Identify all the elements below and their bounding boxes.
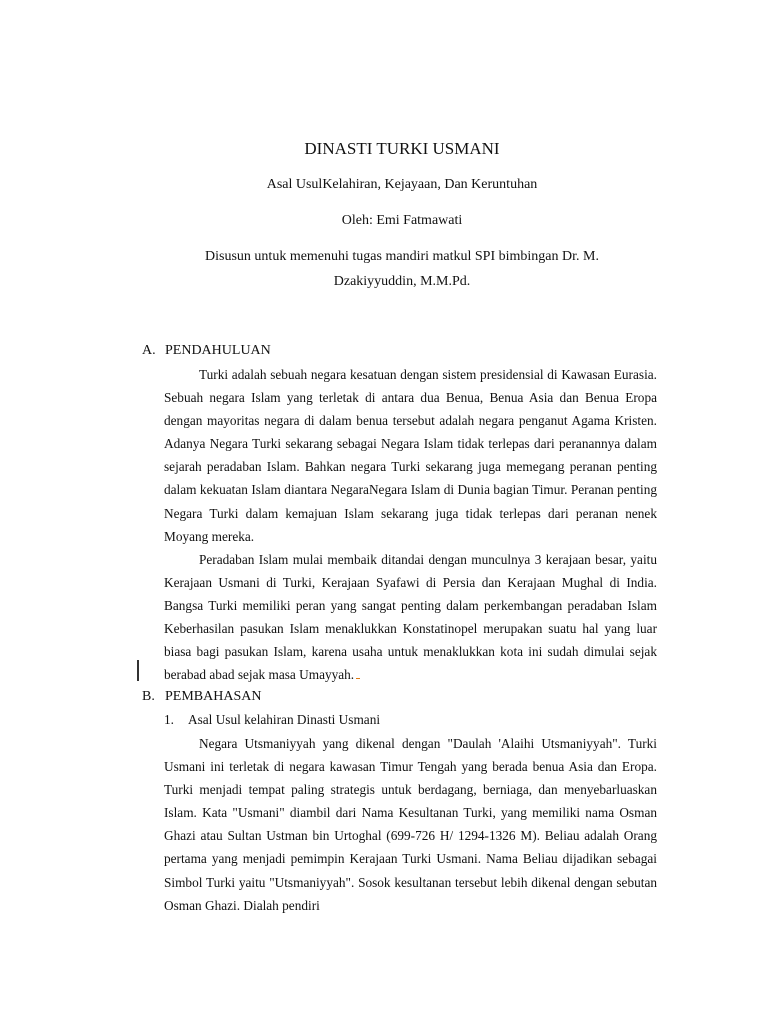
document-title: DINASTI TURKI USMANI bbox=[304, 139, 500, 158]
document-purpose bbox=[140, 244, 664, 294]
section-a-heading bbox=[142, 342, 271, 360]
section-a-title: PENDAHULUAN bbox=[165, 343, 271, 358]
section-b-body bbox=[164, 732, 657, 917]
section-a-body bbox=[164, 363, 657, 686]
revision-mark bbox=[356, 668, 360, 679]
purpose-line-2: Dzakiyyuddin, M.M.Pd. bbox=[333, 274, 471, 289]
section-b-letter: B. bbox=[142, 689, 155, 704]
section-a-paragraph-1: Turki adalah sebuah negara kesatuan dengan sistem presidensial di Kawasan Eurasia. Sebuah negara Islam yang terletak di antara dua Benua, Benua Asia dan Benua Eropa dengan mayoritas negara di dalam benua tersebut adalah negara penganut Agama Kristen. Adanya Negara Turki sekarang sebagai Negara Islam tidak terlepas dari peranannya dalam sejarah peradaban Islam. Bahkan negara Turki sekarang juga memegang peranan penting dalam kekuatan Islam diantara NegaraNegara Islam di Dunia bagian Timur. Peranan penting Negara Turki dalam kemajuan Islam sekarang juga tidak terlepas dari peranan nenek Moyang mereka. bbox=[164, 367, 657, 544]
section-b-heading bbox=[142, 688, 261, 706]
subsection-1-heading bbox=[164, 711, 380, 729]
section-b-paragraph-1: Negara Utsmaniyyah yang dikenal dengan "Daulah 'Alaihi Utsmaniyyah". Turki Usmani ini terletak di negara kawasan Timur Tengah yang berada benua Asia dan Eropa. Turki menjadi tempat paling strategis untuk berdagang, berniaga, dan menyebarluaskan Islam. Kata "Usmani" diambil dari Nama Kesultanan Turki, yang memiliki nama Osman Ghazi atau Sultan Ustman bin Urtoghal (699-726 H/ 1294-1326 M). Beliau adalah Orang pertama yang menjadi pemimpin Kerajaan Turki Usmani. Nama Beliau dijadikan sebagai Simbol Turki yaitu "Utsmaniyyah". Sosok kesultanan tersebut lebih dikenal dengan sebutan Osman Ghazi. Dialah pendiri bbox=[164, 736, 657, 913]
subsection-1-number: 1. bbox=[164, 712, 174, 727]
section-a-paragraph-2-text: Peradaban Islam mulai membaik ditandai dengan munculnya 3 kerajaan besar, yaitu Kerajaan Usmani di Turki, Kerajaan Syafawi di Persia dan Kerajaan Mughal di India. Bangsa Turki memiliki peran yang sangat penting dalam perkembangan peradaban Islam Keberhasilan pasukan Islam menaklukkan Konstatinopel merupakan suatu hal yang luar biasa bagi pasukan Islam, karena usaha untuk menaklukkan kota ini sudah dimulai sejak berabad abad sejak masa Umayyah. bbox=[164, 551, 657, 683]
section-a-paragraph-2 bbox=[164, 548, 657, 687]
subsection-1-title: Asal Usul kelahiran Dinasti Usmani bbox=[188, 712, 381, 727]
purpose-line-1: Disusun untuk memenuhi tugas mandiri matkul SPI bimbingan Dr. M. bbox=[205, 249, 599, 264]
section-b-title: PEMBAHASAN bbox=[165, 689, 262, 704]
document-author: Oleh: Emi Fatmawati bbox=[341, 213, 463, 228]
change-bar bbox=[137, 660, 139, 681]
document-subtitle: Asal UsulKelahiran, Kejayaan, Dan Keruntuhan bbox=[266, 177, 538, 192]
title-block bbox=[140, 138, 664, 294]
section-a-letter: A. bbox=[142, 343, 156, 358]
